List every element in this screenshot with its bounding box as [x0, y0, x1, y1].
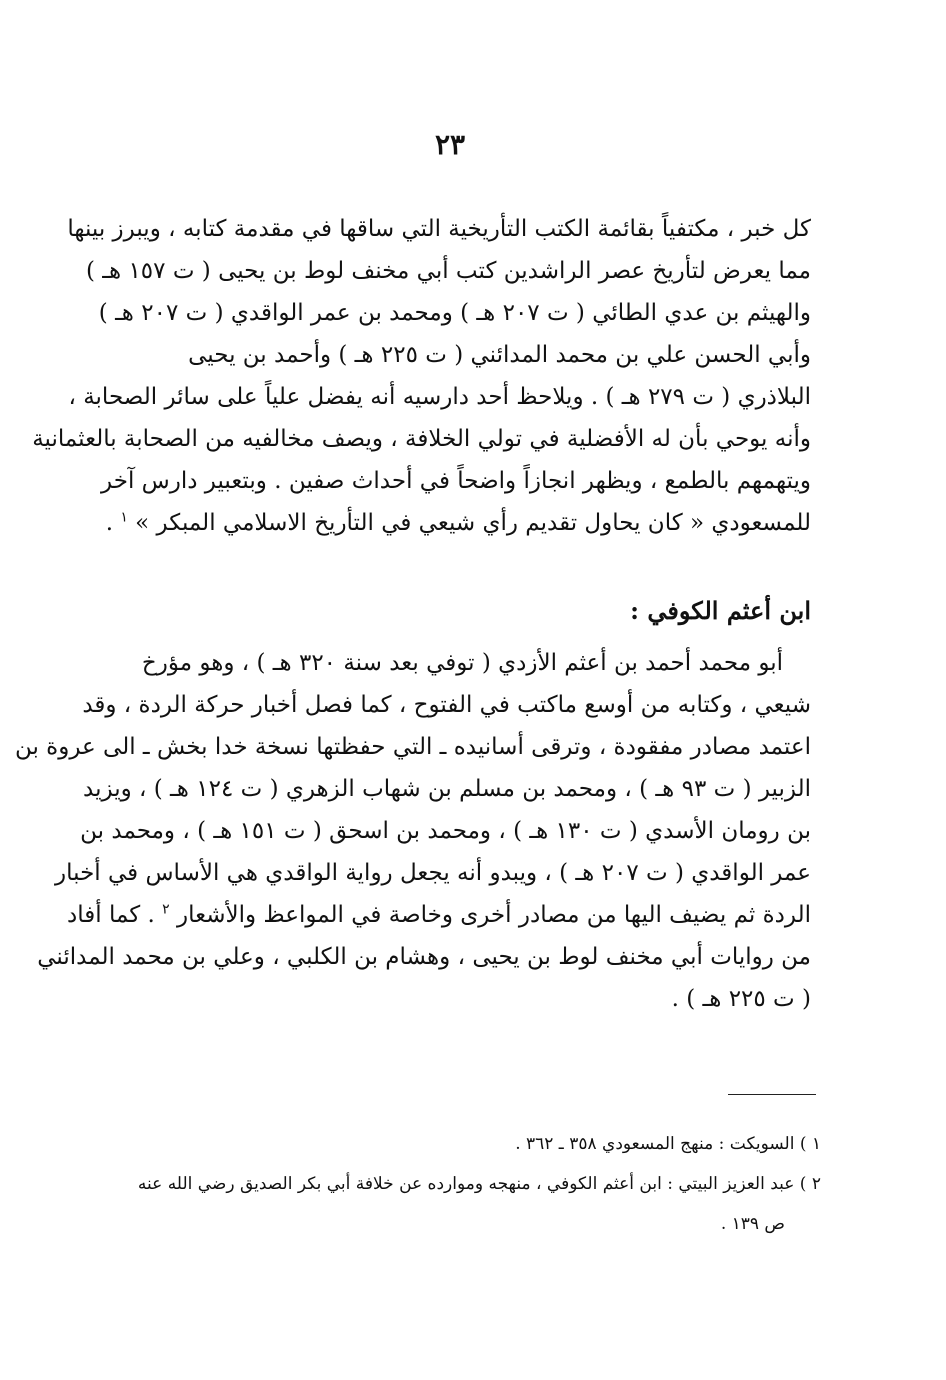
text-line: اعتمد مصادر مفقودة ، وترقى أسانيده ـ التي حفظتها نسخة خدا بخش ـ الى عروة بن [14, 734, 811, 760]
text-segment: للمسعودي « كان يحاول تقديم رأي شيعي في التأريخ الاسلامي المبكر » [135, 510, 811, 536]
text-line: ويتهمهم بالطمع ، ويظهر انجازاً واضحاً في أحداث صفين . وبتعبير دارس آخر [101, 468, 811, 494]
text-line: وأنه يوحي بأن له الأفضلية في تولي الخلافة ، ويصف مخالفيه من الصحابة بالعثمانية [32, 426, 811, 452]
text-line-with-note [101, 502, 811, 544]
text-segment: الردة ثم يضيف اليها من مصادر أخرى وخاصة في المواعظ والأشعار [177, 902, 811, 928]
footnote-ref-2: ٢ [162, 901, 170, 918]
footnote-2-continued: ص ١٣٩ . [720, 1214, 785, 1234]
paragraph-2 [14, 642, 811, 1020]
text-line: شيعي ، وكتابه من أوسع ماكتب في الفتوح ، كما فصل أخبار حركة الردة ، وقد [82, 692, 811, 718]
footnote-ref-1: ١ [120, 509, 128, 526]
text-line: والهيثم بن عدي الطائي ( ت ٢٠٧ هـ ) ومحمد بن عمر الواقدي ( ت ٢٠٧ هـ ) [98, 300, 811, 326]
text-line: البلاذري ( ت ٢٧٩ هـ ) . ويلاحظ أحد دارسيه أنه يفضل علياً على سائر الصحابة ، [68, 384, 811, 410]
text-line: مما يعرض لتأريخ عصر الراشدين كتب أبي مخنف لوط بن يحيى ( ت ١٥٧ هـ ) [85, 258, 811, 284]
text-line: وأبي الحسن علي بن محمد المدائني ( ت ٢٢٥ هـ ) وأحمد بن يحيى [188, 342, 811, 368]
footnote-2: ٢ ) عبد العزيز البيتي : ابن أعثم الكوفي ، منهجه وموارده عن خلافة أبي بكر الصديق رضي الله عنه [137, 1174, 821, 1194]
paragraph-1 [32, 208, 811, 544]
footnotes [101, 1124, 821, 1244]
text-line: بن رومان الأسدي ( ت ١٣٠ هـ ) ، ومحمد بن اسحق ( ت ١٥١ هـ ) ، ومحمد بن [80, 818, 811, 844]
text-line-with-note [67, 894, 811, 936]
text-line: ( ت ٢٢٥ هـ ) . [671, 986, 811, 1012]
text-segment: . كما أفاد [67, 902, 163, 928]
footnote-divider [728, 1094, 816, 1095]
section-heading: ابن أعثم الكوفي : [630, 596, 811, 625]
text-line: الزبير ( ت ٩٣ هـ ) ، ومحمد بن مسلم بن شهاب الزهري ( ت ١٢٤ هـ ) ، ويزيد [83, 776, 811, 802]
text-line: كل خبر ، مكتفياً بقائمة الكتب التأريخية التي ساقها في مقدمة كتابه ، ويبرز بينها [67, 216, 811, 242]
text-segment: . [105, 510, 121, 536]
text-line: أبو محمد أحمد بن أعثم الأزدي ( توفي بعد سنة ٣٢٠ هـ ) ، وهو مؤرخ [141, 650, 783, 676]
text-line: عمر الواقدي ( ت ٢٠٧ هـ ) ، ويبدو أنه يجعل رواية الواقدي هي الأساس في أخبار [55, 860, 811, 886]
page-number: ٢٣ [434, 128, 466, 161]
footnote-1: ١ ) السويكت : منهج المسعودي ٣٥٨ ـ ٣٦٢ . [515, 1134, 821, 1154]
text-line: من روايات أبي مخنف لوط بن يحيى ، وهشام بن الكلبي ، وعلي بن محمد المدائني [37, 944, 811, 970]
